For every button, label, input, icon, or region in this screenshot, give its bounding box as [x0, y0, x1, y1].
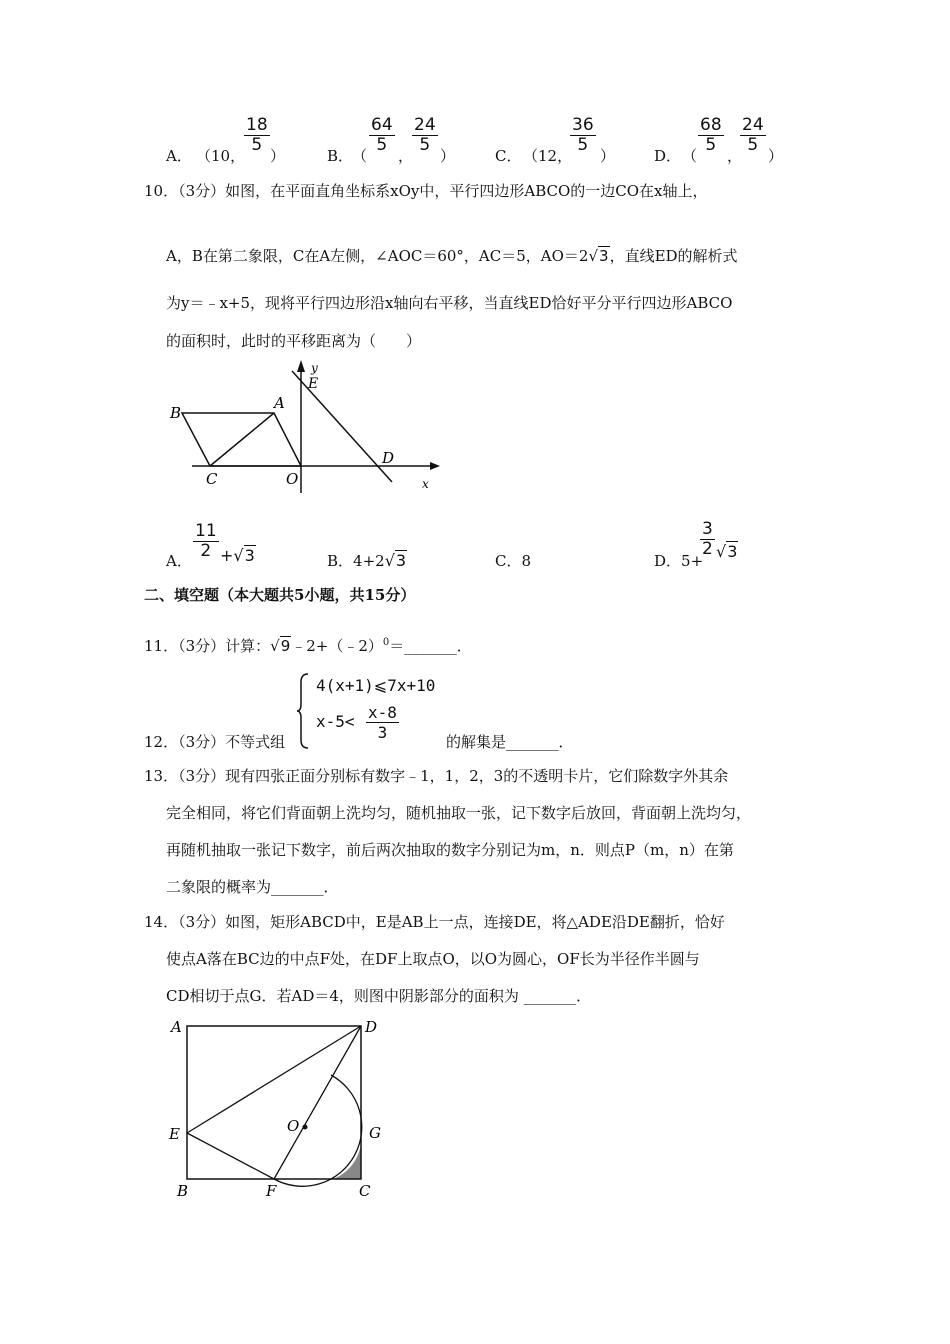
q9-option-b-fraction-2: $\frac{24}{5}$ [414, 115, 436, 155]
q10-option-a-fraction: $\frac{11}{2}$ [195, 521, 217, 561]
inequality-1: 4(x+1)⩽7x+10 [316, 676, 436, 695]
question-11: 11．（3分）计算：√9﹣2+（﹣2）$^0$＝_______． [144, 637, 472, 655]
label-b: B [177, 1182, 189, 1200]
segment-ed [187, 1026, 361, 1133]
inequality-2-fraction: $\frac{x-8}{3}$ [368, 703, 397, 742]
label-o: O [286, 470, 299, 488]
label-x: x [422, 477, 429, 491]
q10-figure [160, 358, 450, 498]
segment-ac [210, 413, 274, 466]
label-a: A [274, 394, 285, 412]
q10-line-1: 10．（3分）如图，在平面直角坐标系xOy中，平行四边形ABCO的一边CO在x轴上， [144, 182, 708, 200]
y-axis-arrow [297, 360, 305, 372]
x-axis-arrow [430, 462, 440, 470]
q9-option-c-label: C． [495, 147, 522, 165]
q10-line-3: 为y＝﹣x+5，现将平行四边形沿x轴向右平移，当直线ED恰好平分平行四边形ABCO [166, 294, 733, 312]
label-d: D [382, 449, 395, 467]
q10-line-4: 的面积时，此时的平移距离为（ ） [166, 332, 422, 350]
q9-option-a-open: （10， [196, 147, 246, 165]
label-e: E [169, 1125, 180, 1143]
q10-option-d-fraction: $\frac{3}{2}$ [702, 519, 713, 559]
q9-option-c-fraction: $\frac{36}{5}$ [572, 115, 594, 155]
q10-line-2: A，B在第二象限，C在A左侧，∠AOC＝60°，AC＝5，AO＝2√3，直线ED的解析式 [166, 247, 738, 265]
section-2-title: 二、填空题（本大题共5小题，共15分） [144, 586, 416, 604]
brace-icon [296, 672, 310, 750]
label-b: B [170, 404, 182, 422]
q9-option-a-label: A． [166, 147, 192, 165]
label-o: O [287, 1117, 300, 1135]
q9-option-d-fraction-1: $\frac{68}{5}$ [700, 115, 722, 155]
segment-fd [274, 1026, 361, 1179]
label-a: A [171, 1018, 182, 1036]
label-c: C [206, 470, 218, 488]
label-y: y [311, 361, 318, 375]
q10-option-c: C．8 [495, 552, 532, 570]
q14-figure [165, 1012, 395, 1204]
label-f: F [266, 1182, 277, 1200]
q9-option-d-fraction-2: $\frac{24}{5}$ [742, 115, 764, 155]
label-c: C [359, 1182, 371, 1200]
label-g: G [369, 1124, 381, 1142]
q10-option-a-label: A． [166, 552, 192, 570]
q10-option-d: D．5+ [654, 552, 704, 570]
q9-option-a-fraction: $\frac{18}{5}$ [246, 115, 268, 155]
q9-option-d-label: D． [654, 147, 682, 165]
q9-option-b-label: B． [327, 147, 354, 165]
rectangle-abcd [187, 1026, 361, 1179]
segment-ef [187, 1133, 274, 1179]
inequality-2-left: x-5< [316, 712, 355, 731]
shaded-region [333, 1132, 361, 1179]
q9-option-b-fraction-1: $\frac{64}{5}$ [371, 115, 393, 155]
q10-option-b: B．4+2√3 [327, 551, 407, 570]
label-e: E [308, 376, 319, 392]
point-o [303, 1125, 308, 1130]
label-d: D [365, 1018, 378, 1036]
